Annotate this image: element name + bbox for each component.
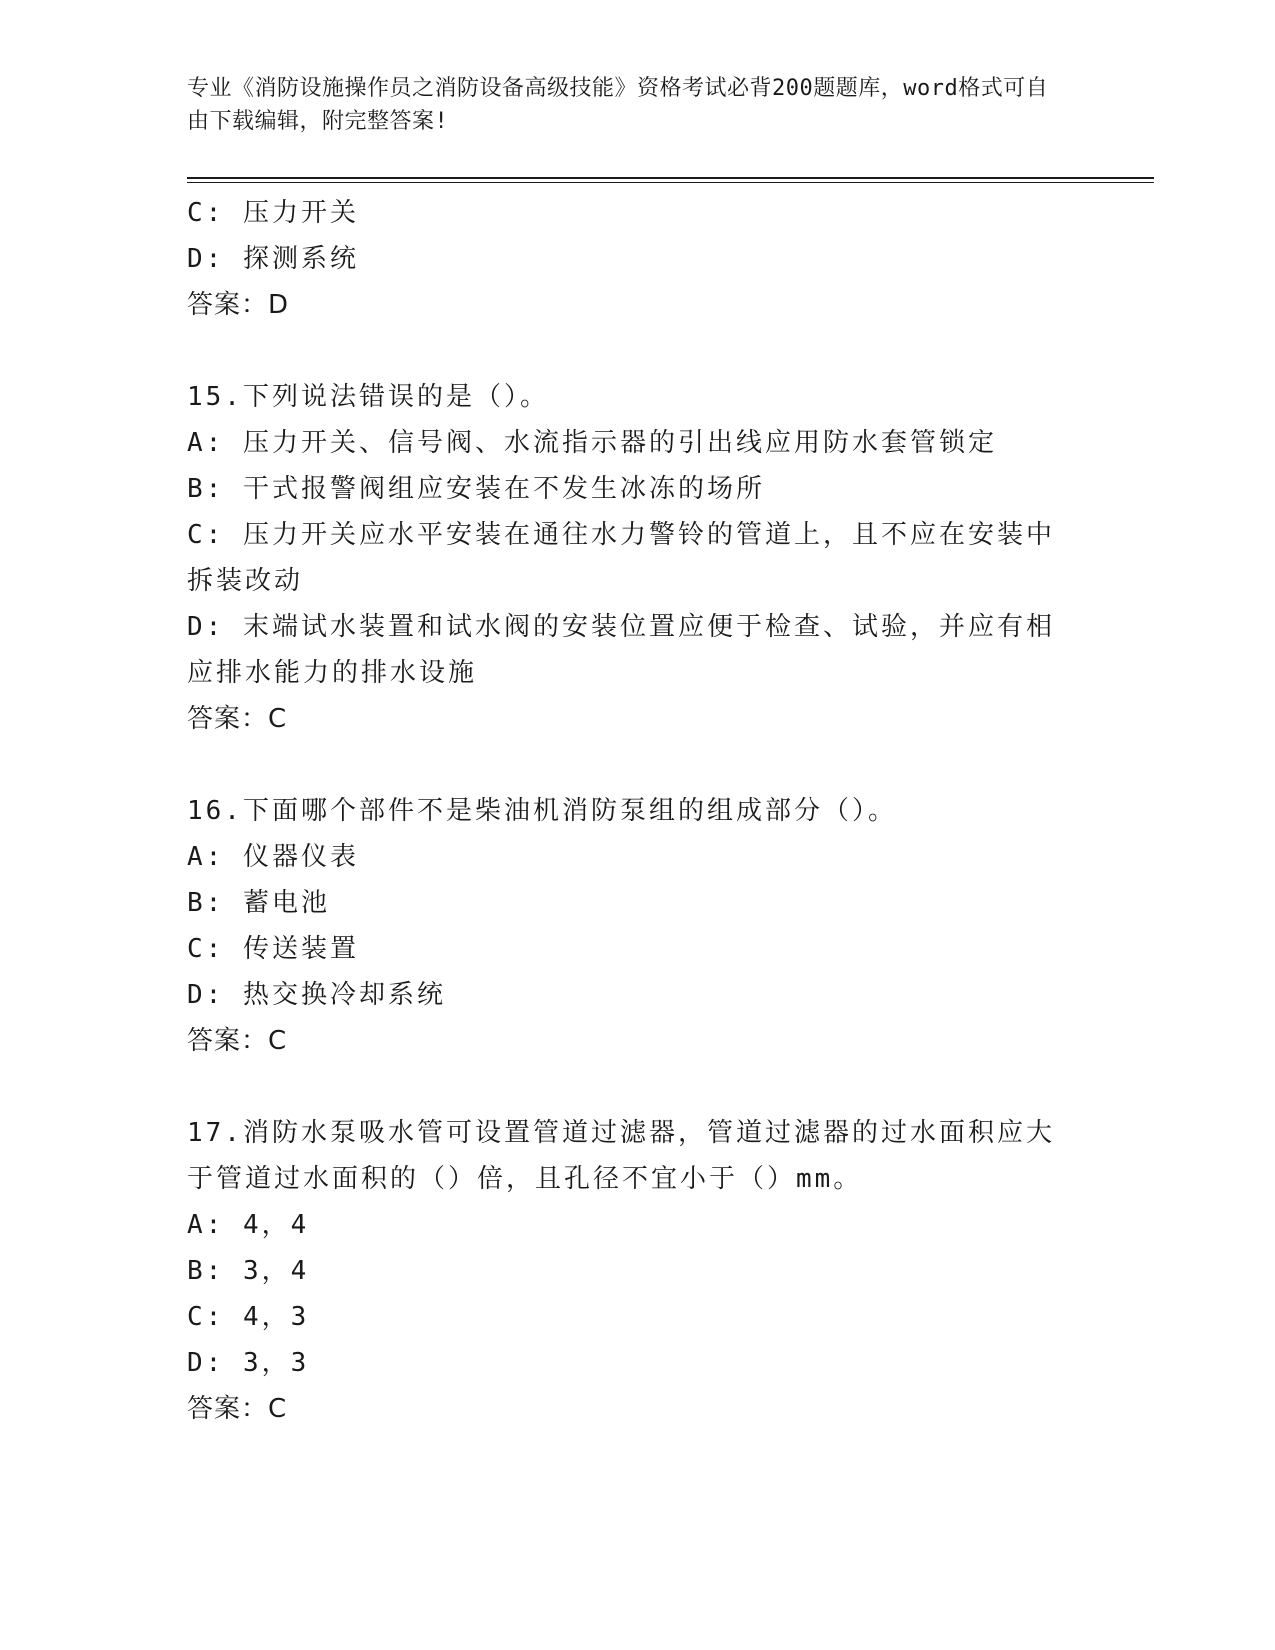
answer: 答案：D — [187, 290, 290, 320]
option-d: D: 热交换冷却系统 — [187, 980, 446, 1010]
option-d: D: 3，3 — [187, 1348, 310, 1378]
document-header: 专业《消防设施操作员之消防设备高级技能》资格考试必背200题题库，word格式可自由下载编辑，附完整答案! — [187, 76, 1049, 134]
option-c: C: 传送装置 — [187, 934, 359, 964]
option-b: B: 3，4 — [187, 1256, 310, 1286]
document-body — [187, 190, 1072, 1432]
option-c: C: 压力开关应水平安装在通往水力警铃的管道上，且不应在安装中拆装改动 — [187, 520, 1055, 596]
option-a: A: 4，4 — [187, 1210, 310, 1240]
option-b: B: 蓄电池 — [187, 888, 330, 918]
question-stem: 15.下列说法错误的是（）。 — [187, 382, 549, 412]
question-17 — [187, 1110, 1072, 1432]
prev-question-tail — [187, 190, 1072, 328]
option-c: C: 4，3 — [187, 1302, 310, 1332]
answer: 答案：C — [187, 1026, 288, 1056]
header-rule-thick — [187, 177, 1154, 179]
answer: 答案：C — [187, 704, 288, 734]
option-a: A: 压力开关、信号阀、水流指示器的引出线应用防水套管锁定 — [187, 428, 997, 458]
header-rule-thin — [187, 182, 1154, 183]
question-stem: 17.消防水泵吸水管可设置管道过滤器，管道过滤器的过水面积应大于管道过水面积的（）倍，且孔径不宜小于（）mm。 — [187, 1118, 1055, 1194]
answer: 答案：C — [187, 1394, 288, 1424]
question-stem: 16.下面哪个部件不是柴油机消防泵组的组成部分（）。 — [187, 796, 897, 826]
option-d: D: 探测系统 — [187, 244, 359, 274]
question-15 — [187, 374, 1072, 742]
question-16 — [187, 788, 1072, 1064]
option-d: D: 末端试水装置和试水阀的安装位置应便于检查、试验，并应有相应排水能力的排水设施 — [187, 612, 1055, 688]
option-b: B: 干式报警阀组应安装在不发生冰冻的场所 — [187, 474, 765, 504]
option-c: C: 压力开关 — [187, 198, 359, 228]
option-a: A: 仪器仪表 — [187, 842, 359, 872]
